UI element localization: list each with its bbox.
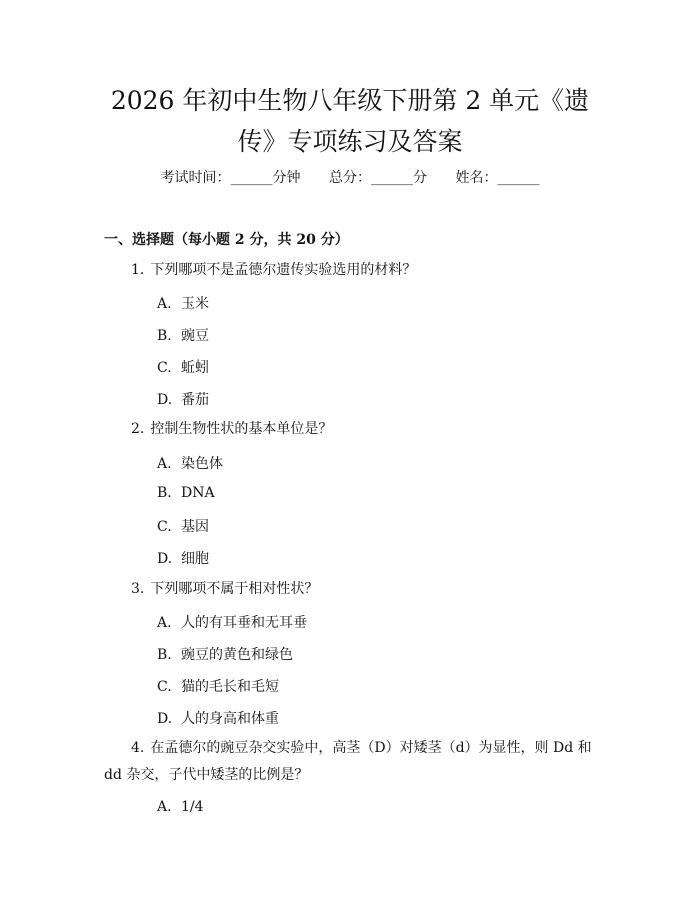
option-1b [157, 325, 209, 345]
question-text: 控制生物性状的基本单位是？ [150, 421, 333, 437]
option-letter: B. [157, 485, 172, 501]
option-text: 细胞 [181, 551, 209, 567]
question-2 [131, 416, 332, 443]
option-text: 基因 [181, 519, 209, 535]
exam-info [0, 167, 700, 187]
option-text: DNA [181, 485, 215, 501]
option-text: 1/4 [181, 799, 204, 815]
option-letter: D. [157, 551, 173, 567]
option-letter: A. [157, 615, 172, 631]
option-2d [157, 548, 209, 568]
option-2a [157, 453, 223, 473]
option-3b [157, 644, 293, 664]
question-3 [131, 576, 318, 603]
question-text: 在孟德尔的豌豆杂交实验中，高茎（D）对矮茎（d）为显性，则 Dd 和 dd 杂交，子代中矮茎的比例是？ [104, 740, 592, 783]
option-1a [157, 293, 209, 313]
option-text: 番茄 [181, 392, 209, 408]
student-name-field: 姓名：______ [455, 170, 540, 186]
option-letter: C. [157, 519, 172, 535]
question-4 [104, 735, 594, 789]
question-number: 3. [131, 581, 145, 597]
option-text: 蚯蚓 [181, 360, 209, 376]
option-letter: C. [157, 679, 172, 695]
question-1 [131, 257, 416, 284]
option-2c [157, 516, 209, 536]
option-3a [157, 612, 307, 632]
option-1d [157, 389, 209, 409]
option-text: 豌豆 [181, 328, 209, 344]
option-letter: D. [157, 711, 173, 727]
option-1c [157, 357, 209, 377]
document-title-line1: 2026 年初中生物八年级下册第 2 单元《遗 [110, 86, 590, 115]
option-letter: B. [157, 647, 172, 663]
option-letter: A. [157, 799, 172, 815]
option-text: 玉米 [181, 296, 209, 312]
option-3c [157, 676, 279, 696]
option-text: 染色体 [181, 456, 223, 472]
option-text: 人的有耳垂和无耳垂 [181, 615, 307, 631]
option-letter: D. [157, 392, 173, 408]
question-number: 1. [131, 262, 145, 278]
option-letter: A. [157, 296, 172, 312]
option-text: 猫的毛长和毛短 [181, 679, 279, 695]
option-text: 人的身高和体重 [181, 711, 279, 727]
option-text: 豌豆的黄色和绿色 [181, 647, 293, 663]
option-2b [157, 485, 215, 501]
option-3d [157, 708, 279, 728]
total-score-field: 总分：______分 [329, 170, 427, 186]
question-number: 4. [131, 740, 145, 756]
exam-time-field: 考试时间：______分钟 [160, 170, 301, 186]
section-heading: 一、选择题（每小题 2 分，共 20 分） [104, 232, 349, 248]
option-letter: C. [157, 360, 172, 376]
question-text: 下列哪项不属于相对性状？ [150, 581, 319, 597]
option-letter: B. [157, 328, 172, 344]
document-title-line2: 传》专项练习及答案 [237, 127, 463, 156]
option-4a [157, 799, 204, 815]
question-number: 2. [131, 421, 145, 437]
option-letter: A. [157, 456, 172, 472]
question-text: 下列哪项不是孟德尔遗传实验选用的材料？ [150, 262, 417, 278]
